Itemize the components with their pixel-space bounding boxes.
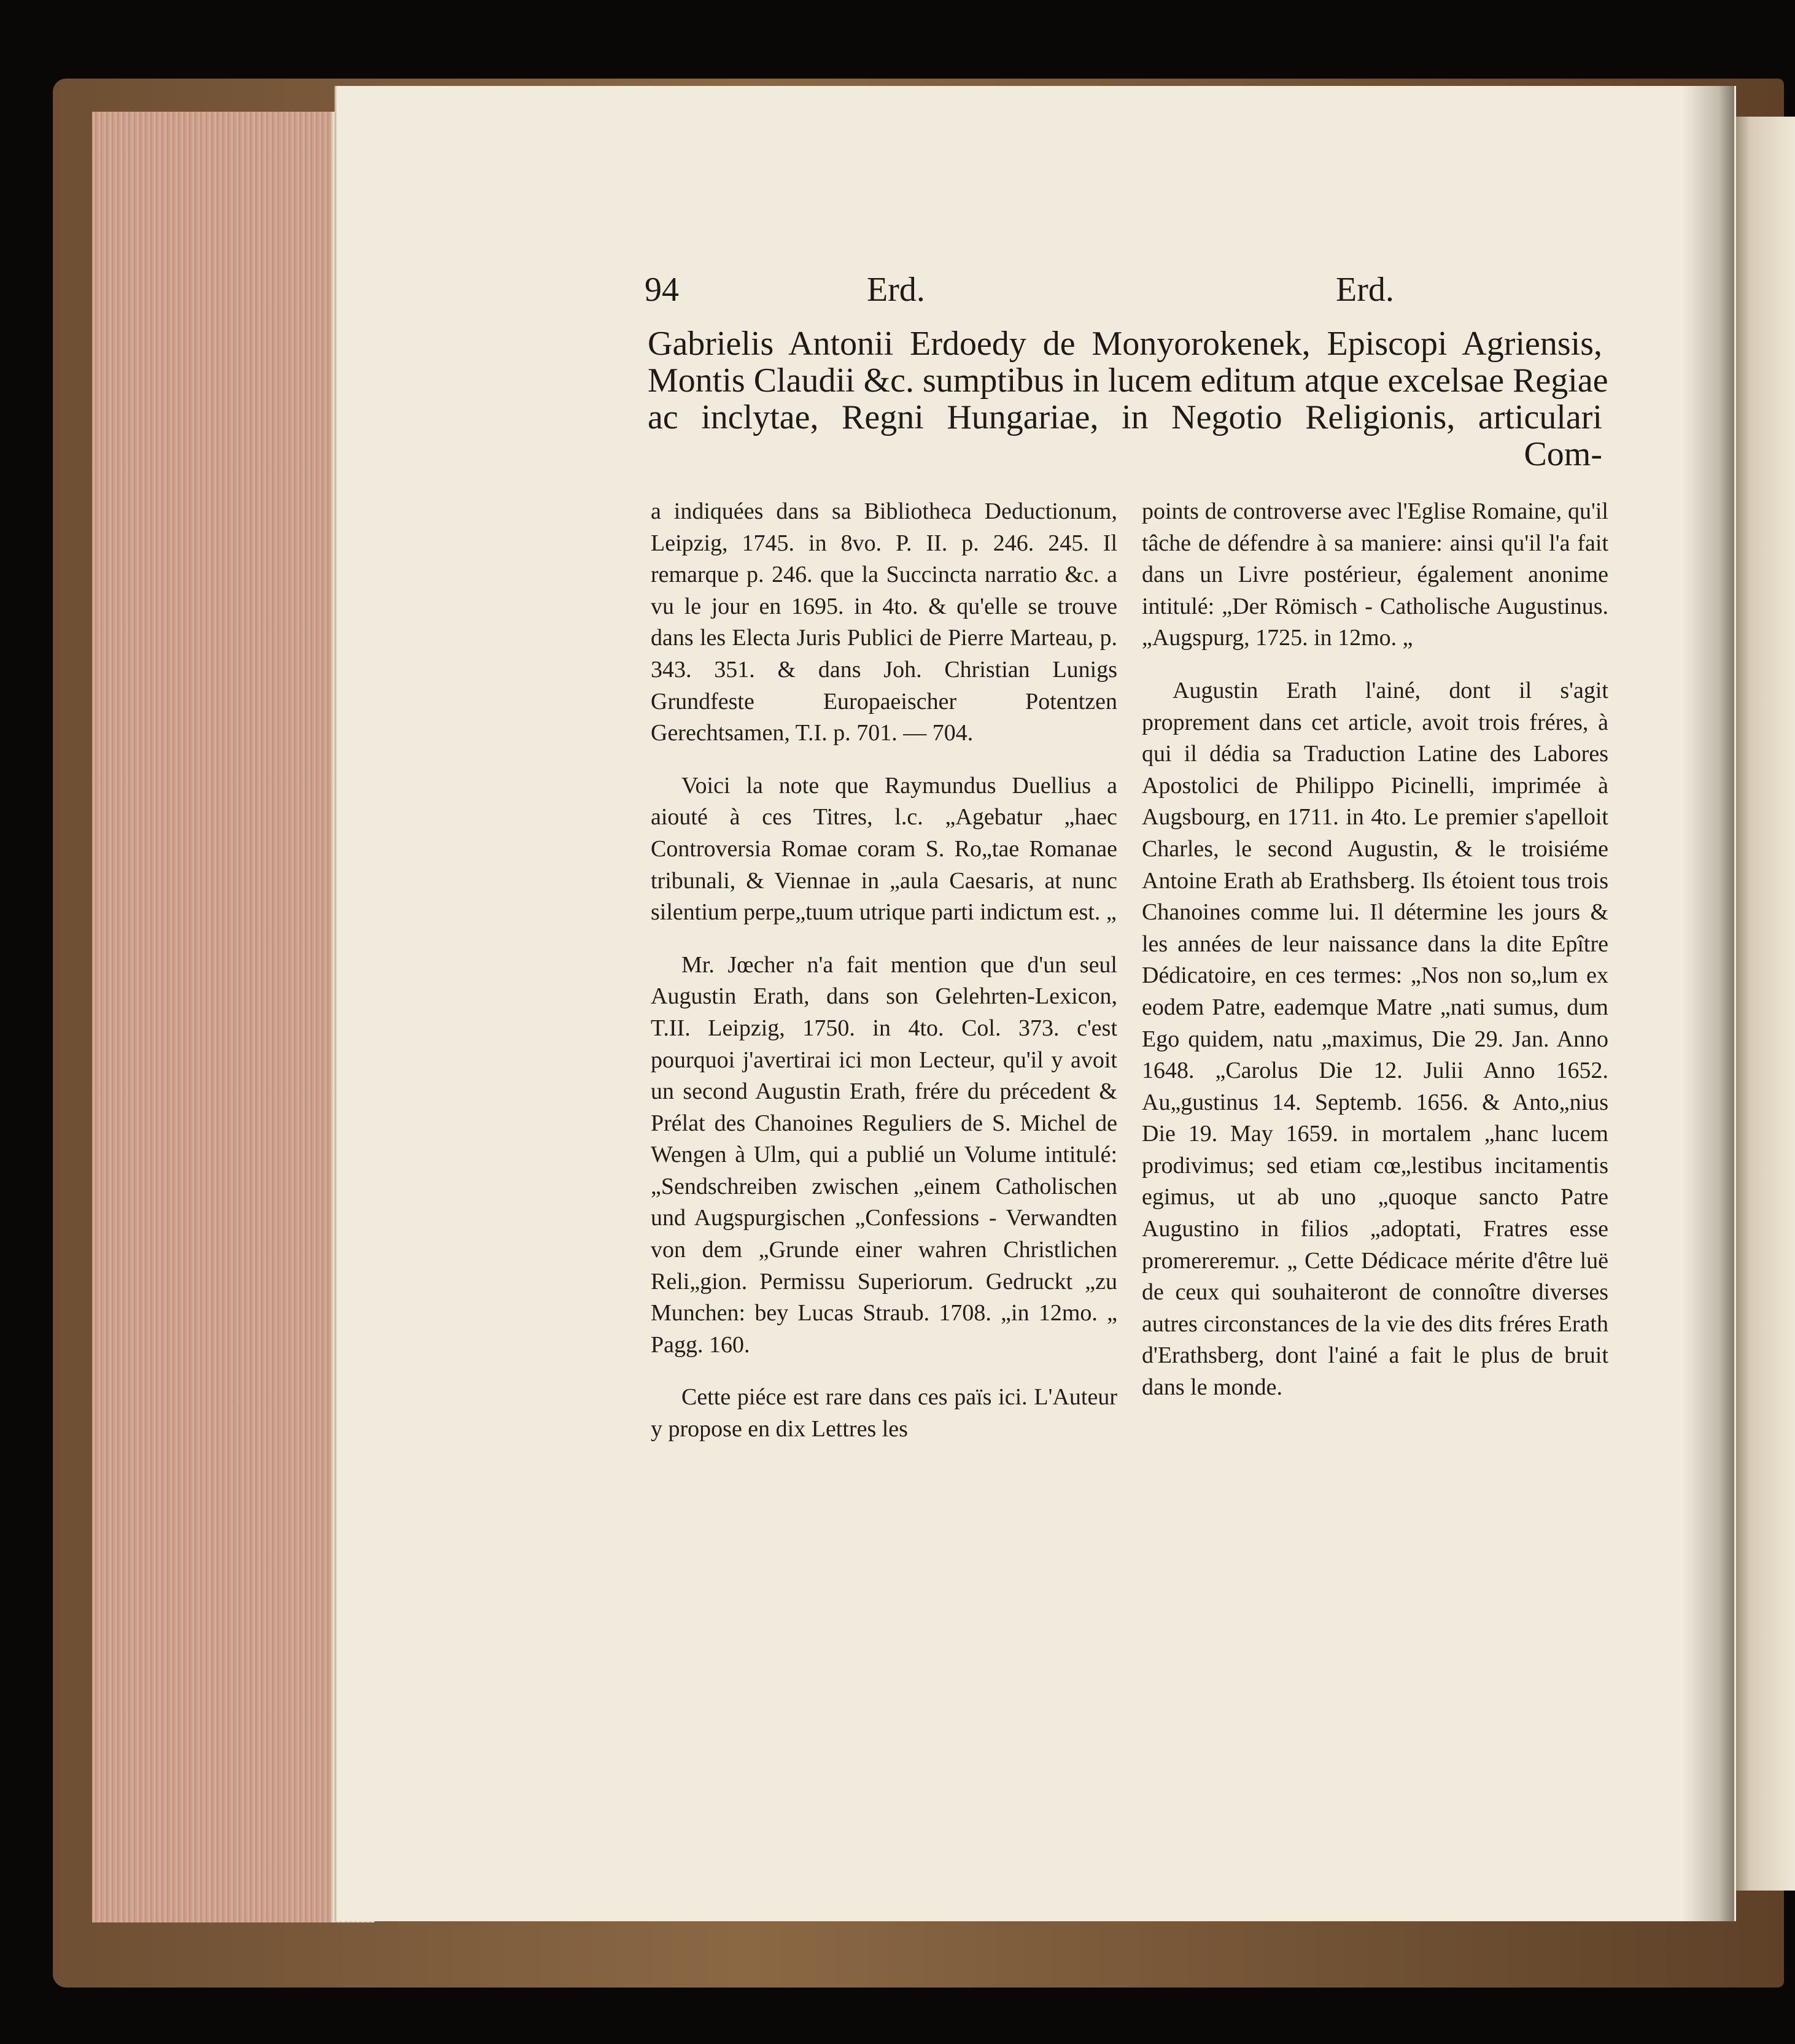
running-head-right: Erd. <box>1336 271 1394 309</box>
paragraph: Mr. Jœcher n'a fait mention que d'un seul Augustin Erath, dans son Gelehrten-Lexicon, T.II. Leipzig, 1750. in 4to. Col. 373. c'est pourquoi j'avertirai ici mon Lecteur, qu'il y avoit un second Augustin Erath, frére du précedent & Prélat des Chanoines Reguliers de S. Michel de Wengen à Ulm, qui a publié un Volume intitulé: „Sendschreiben zwischen „einem Catholischen und Augspurgischen „Confessions - Verwandten von dem „Grunde einer wahren Christlichen Reli„gion. Permissu Superiorum. Gedruckt „zu Munchen: bey Lucas Straub. 1708. „in 12mo. „ Pagg. 160. <box>651 951 1117 1358</box>
lead-paragraph <box>648 325 1608 473</box>
lead-line: ac inclytae, Regni Hungariae, in Negotio Religionis, articulari <box>648 398 1602 436</box>
lead-line: Com- <box>1524 435 1602 473</box>
left-column <box>651 496 1117 1466</box>
paragraph: Augustin Erath l'ainé, dont il s'agit proprement dans cet article, avoit trois fréres, à qui il dédia sa Traduction Latine des Labores Apostolici de Philippo Picinelli, imprimée à Augsbourg, en 1711. in 4to. Le premier s'apelloit Charles, le second Augustin, & le troisiéme Antoine Erath ab Erathsberg. Ils étoient tous trois Chanoines comme lui. Il détermine les jours & les années de leur naissance dans la dite Epître Dédicatoire, en ces termes: „Nos non so„lum ex eodem Patre, eademque Matre „nati sumus, dum Ego quidem, natu „maximus, Die 29. Jan. Anno 1648. „Carolus Die 12. Julii Anno 1652. Au„gustinus 14. Septemb. 1656. & Anto„nius Die 19. May 1659. in mortalem „hanc lucem prodivimus; sed etiam cœ„lestibus incitamentis egimus, ut ab uno „quoque sancto Patre Augustino in filios „adoptati, Fratres esse promereremur. „ Cette Dédicace mérite d'être luë de ceux qui souhaiteront de connoître diverses autres circonstances de la vie des dits fréres Erath d'Erathsberg, dont l'ainé a fait le plus de bruit dans le monde. <box>1142 677 1608 1401</box>
facing-page-edge <box>1726 117 1795 1891</box>
paragraph: a indiquées dans sa Bibliotheca Deductionum, Leipzig, 1745. in 8vo. P. II. p. 246. 245. Il remarque p. 246. que la Succincta narratio &c. a vu le jour en 1695. in 4to. & qu'elle se trouve dans les Electa Juris Publici de Pierre Marteau, p. 343. 351. & dans Joh. Christian Lunigs Grundfeste Europaeischer Potentzen Gerechtsamen, T.I. p. 701. — 704. <box>651 498 1117 746</box>
right-column <box>1142 496 1608 1425</box>
paragraph: points de controverse avec l'Eglise Romaine, qu'il tâche de défendre à sa maniere: ainsi qu'il l'a fait dans un Livre postérieur, également anonime intitulé: „Der Römisch - Catholische Augustinus. „Augspurg, 1725. in 12mo. „ <box>1142 498 1608 651</box>
paragraph: Cette piéce est rare dans ces païs ici. L'Auteur y propose en dix Lettres les <box>651 1384 1117 1442</box>
lead-line: Montis Claudii &c. sumptibus in lucem editum atque excelsae Regiae <box>648 362 1608 400</box>
lead-line: Gabrielis Antonii Erdoedy de Monyorokenek, Episcopi Agriensis, <box>648 325 1602 363</box>
page-gutter-shadow <box>1682 86 1734 1921</box>
running-head-left: Erd. <box>867 271 925 309</box>
page-number: 94 <box>645 271 679 309</box>
paragraph: Voici la note que Raymundus Duellius a aiouté à ces Titres, l.c. „Agebatur „haec Controversia Romae coram S. Ro„tae Romanae tribunali, & Viennae in „aula Caesaris, at nunc silentium perpe„tuum utrique parti indictum est. „ <box>651 772 1117 926</box>
page-edges <box>92 112 334 1922</box>
